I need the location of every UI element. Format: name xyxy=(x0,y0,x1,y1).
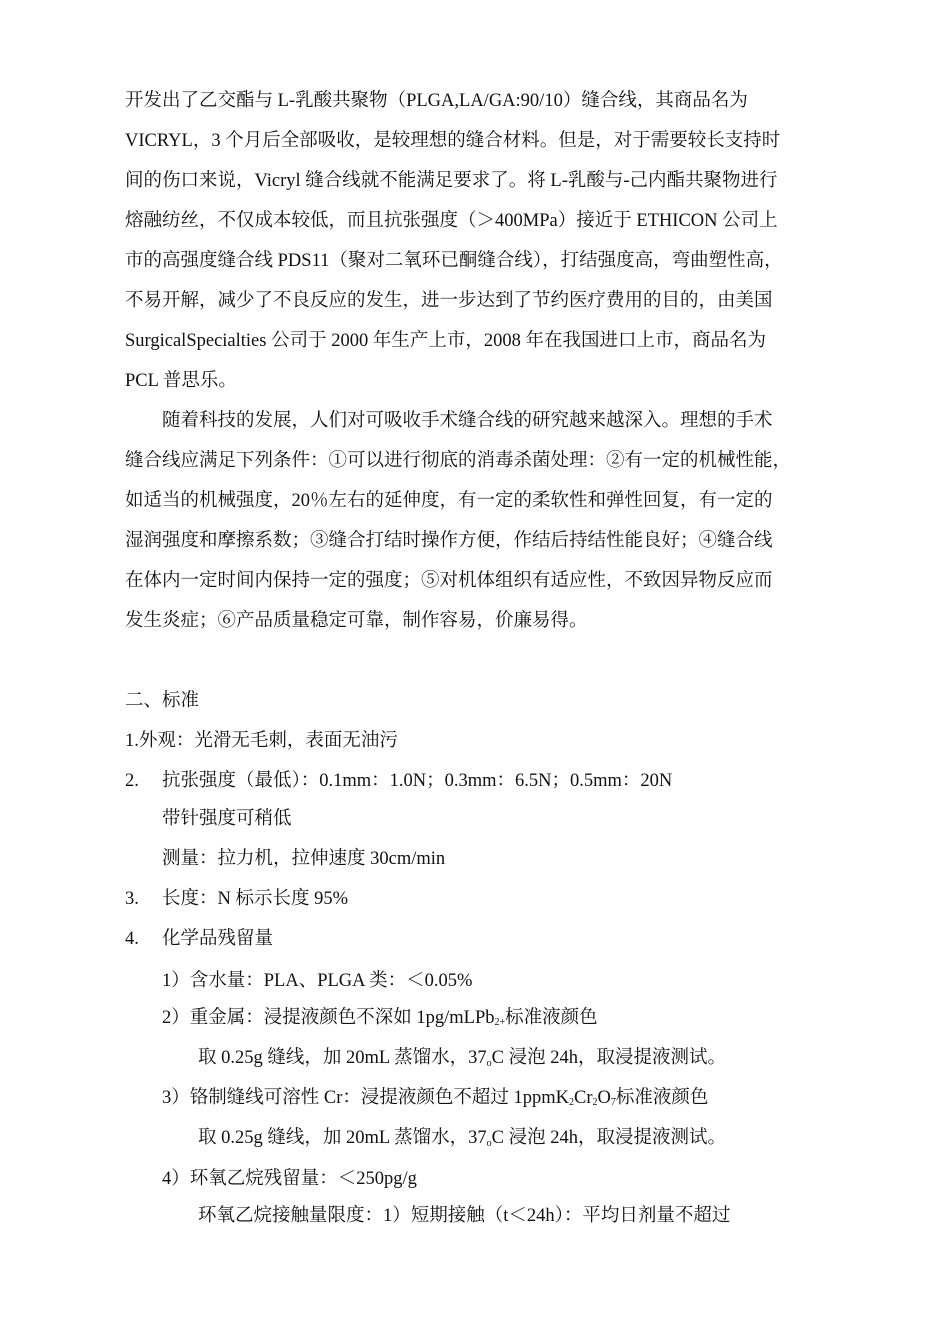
p2-line-4: 湿润强度和摩擦系数；③缝合打结时操作方便，作结后持结性能良好；④缝合线 xyxy=(125,531,773,551)
item-4-sub-4-limit: 环氧乙烷接触量限度：1）短期接触（t＜24h）：平均日剂量不超过 xyxy=(198,1206,731,1226)
sub-3-method-prefix: 取 0.25g 缝线，加 20mL 蒸馏水，37 xyxy=(198,1128,487,1148)
p1-line-2: VICRYL，3 个月后全部吸收，是较理想的缝合材料。但是，对于需要较长支持时 xyxy=(125,131,781,151)
sub-3-subscript-3: 7 xyxy=(610,1097,616,1108)
item-4-sub-3-method xyxy=(198,1125,726,1157)
sub-3-suffix: 标准液颜色 xyxy=(615,1088,709,1108)
p1-line-6: 不易开解，减少了不良反应的发生，进一步达到了节约医疗费用的目的，由美国 xyxy=(125,291,773,311)
sub-2-method-suffix: C 浸泡 24h，取浸提液测试。 xyxy=(491,1048,726,1068)
p2-line-6: 发生炎症；⑥产品质量稳定可靠，制作容易，价廉易得。 xyxy=(125,611,588,631)
sub-3-mid-2: O xyxy=(597,1088,611,1108)
sub-2-prefix: 2）重金属：浸提液颜色不深如 1pg/mLPb xyxy=(162,1008,495,1028)
sub-3-method-degree: o xyxy=(486,1138,492,1149)
sub-3-method-suffix: C 浸泡 24h，取浸提液测试。 xyxy=(491,1128,726,1148)
sub-2-method-degree: o xyxy=(486,1058,492,1069)
item-4-sub-2 xyxy=(162,1005,598,1036)
p1-line-8: PCL 普思乐。 xyxy=(125,371,237,391)
p1-line-5: 市的高强度缝合线 PDS11（聚对二氧环已酮缝合线），打结强度高，弯曲塑性高， xyxy=(125,251,783,271)
item-4-sub-3 xyxy=(162,1085,708,1116)
p2-line-2: 缝合线应满足下列条件：①可以进行彻底的消毒杀菌处理：②有一定的机械性能， xyxy=(125,451,792,471)
section-heading: 二、标准 xyxy=(125,691,200,711)
p1-line-4: 熔融纺丝，不仅成本较低，而且抗张强度（＞400MPa）接近于 ETHICON 公司上 xyxy=(125,211,778,231)
p1-line-7: SurgicalSpecialties 公司于 2000 年生产上市，2008 年在我国进口上市，商品名为 xyxy=(125,331,766,351)
sub-3-subscript-1: 2 xyxy=(569,1097,575,1108)
p2-line-3: 如适当的机械强度，20％左右的延伸度，有一定的柔软性和弹性回复，有一定的 xyxy=(125,491,773,511)
p1-line-1: 开发出了乙交酯与 L-乳酸共聚物（PLGA,LA/GA:90/10）缝合线，其商品名为 xyxy=(125,91,748,111)
standard-item-2-line-1: 抗张强度（最低）：0.1mm：1.0N；0.3mm：6.5N；0.5mm：20N xyxy=(162,771,673,791)
standard-item-3-text: 长度：N 标示长度 95% xyxy=(162,889,349,909)
standard-item-2-line-2: 带针强度可稍低 xyxy=(162,809,292,829)
standard-item-4-number: 4. xyxy=(125,929,139,949)
standard-item-4-text: 化学品残留量 xyxy=(162,929,274,949)
p1-line-3: 间的伤口来说，Vicryl 缝合线就不能满足要求了。将 L-乳酸与-己内酯共聚物进行 xyxy=(125,171,778,191)
p2-line-1: 随着科技的发展，人们对可吸收手术缝合线的研究越来越深入。理想的手术 xyxy=(162,411,773,431)
sub-2-suffix: 标准液颜色 xyxy=(505,1008,598,1028)
item-4-sub-1: 1）含水量：PLA、PLGA 类：＜0.05% xyxy=(162,971,473,991)
item-4-sub-2-method xyxy=(198,1045,726,1077)
standard-item-2-line-3: 测量：拉力机，拉伸速度 30cm/min xyxy=(162,849,446,869)
standard-item-2-number: 2. xyxy=(125,771,139,791)
sub-3-mid-1: Cr xyxy=(574,1088,593,1108)
sub-3-subscript-2: 2 xyxy=(592,1097,598,1108)
sub-3-prefix: 3）铬制缝线可溶性 Cr：浸提液颜色不超过 1ppmK xyxy=(162,1088,570,1108)
standard-item-1: 1.外观：光滑无毛刺，表面无油污 xyxy=(125,731,398,751)
item-4-sub-4: 4）环氧乙烷残留量：＜250pg/g xyxy=(162,1169,417,1189)
standard-item-3-number: 3. xyxy=(125,889,139,909)
sub-2-superscript: 2+ xyxy=(494,1017,506,1028)
p2-line-5: 在体内一定时间内保持一定的强度；⑤对机体组织有适应性，不致因异物反应而 xyxy=(125,571,773,591)
sub-2-method-prefix: 取 0.25g 缝线，加 20mL 蒸馏水，37 xyxy=(198,1048,487,1068)
